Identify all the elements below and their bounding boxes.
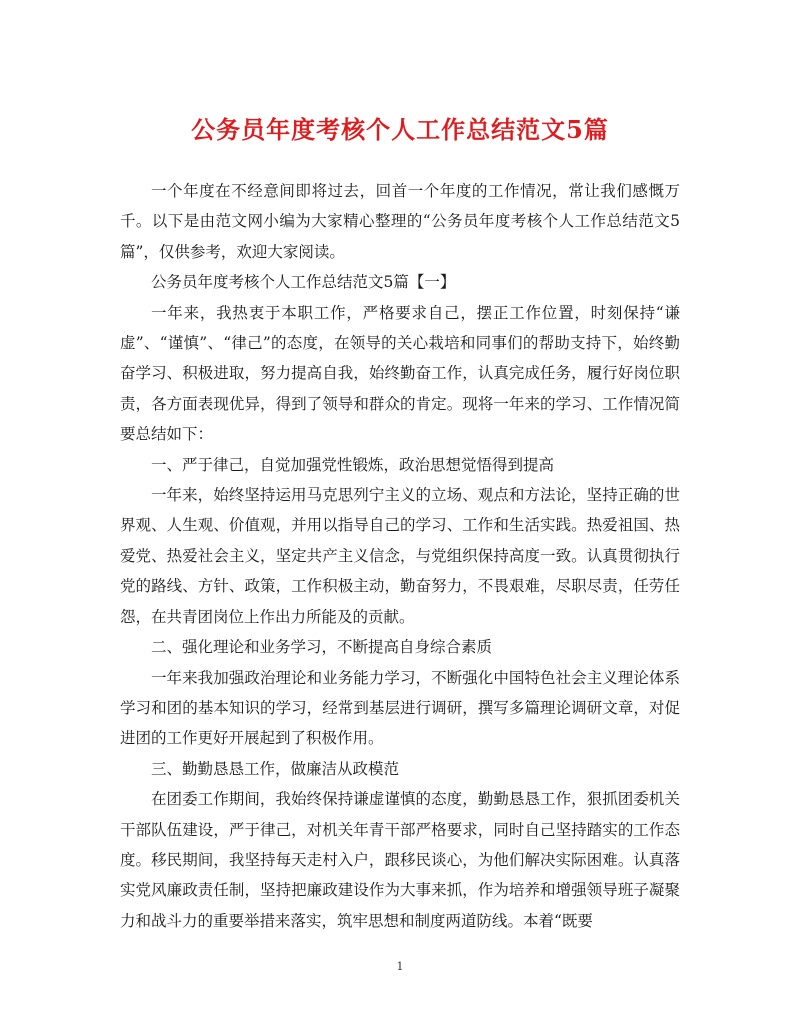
subheading-two: 二、强化理论和业务学习，不断提高自身综合素质: [151, 638, 493, 657]
section-heading-part-one: 公务员年度考核个人工作总结范文5篇【一】: [151, 273, 456, 292]
document-body: [120, 176, 680, 936]
overview-paragraph: 一年来，我热衷于本职工作，严格要求自己，摆正工作位置，时刻保持“谦虚”、“谨慎”、“律己”的态度，在领导的关心栽培和同事们的帮助支持下，始终勤奋学习、积极进取，努力提高自我，始终勤奋工作，认真完成任务，履行好岗位职责，各方面表现优异，得到了领导和群众的肯定。现将一年来的学习、工作情况简要总结如下：: [120, 303, 680, 444]
page-number: 1: [396, 960, 404, 973]
intro-paragraph: 一个年度在不经意间即将过去，回首一个年度的工作情况，常让我们感慨万千。以下是由范文网小编为大家精心整理的“公务员年度考核个人工作总结范文5篇”，仅供参考，欢迎大家阅读。: [120, 182, 680, 261]
paragraph-diligent-work: 在团委工作期间，我始终保持谦虚谨慎的态度，勤勤恳恳工作，狠抓团委机关干部队伍建设，严于律己，对机关年青干部严格要求，同时自己坚持踏实的工作态度。移民期间，我坚持每天走村入户，跟移民谈心，为他们解决实际困难。认真落实党风廉政责任制，坚持把廉政建设作为大事来抓，作为培养和增强领导班子凝聚力和战斗力的重要举措来落实，筑牢思想和制度两道防线。本着“既要: [120, 790, 680, 930]
paragraph-theory-learning: 一年来我加强政治理论和业务能力学习，不断强化中国特色社会主义理论体系学习和团的基本知识的学习，经常到基层进行调研，撰写多篇理论调研文章，对促进团的工作更好开展起到了积极作用。: [120, 668, 680, 748]
document-title: 公务员年度考核个人工作总结范文5篇: [191, 115, 609, 144]
paragraph-political-study: 一年来，始终坚持运用马克思列宁主义的立场、观点和方法论，坚持正确的世界观、人生观、价值观，并用以指导自己的学习、工作和生活实践。热爱祖国、热爱党、热爱社会主义，坚定共产主义信念，与党组织保持高度一致。认真贯彻执行党的路线、方针、政策，工作积极主动，勤奋努力，不畏艰难，尽职尽责，任劳任怨，在共青团岗位上作出力所能及的贡献。: [120, 486, 680, 626]
subheading-three: 三、勤勤恳恳工作，做廉洁从政模范: [151, 759, 400, 778]
subheading-one: 一、严于律己，自觉加强党性锻炼，政治思想觉悟得到提高: [151, 455, 555, 474]
